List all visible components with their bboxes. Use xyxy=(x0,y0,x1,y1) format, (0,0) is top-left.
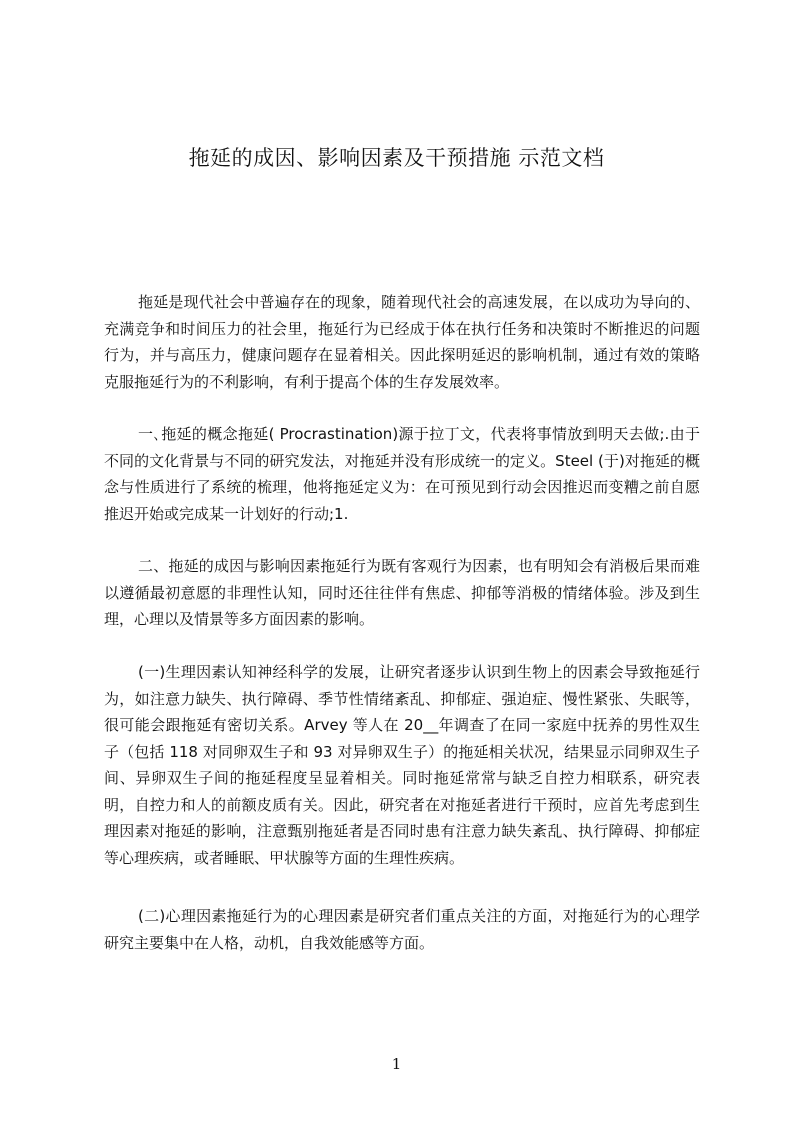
paragraph-causes: 二、拖延的成因与影响因素拖延行为既有客观行为因素，也有明知会有消极后果而难以遵循最初意愿的非理性认知，同时还往往伴有焦虑、抑郁等消极的情绪体验。涉及到生理，心理以及情景等多方面因素的影响。 xyxy=(104,557,700,628)
paragraph-psychological: (二)心理因素拖延行为的心理因素是研究者们重点关注的方面，对拖延行为的心理学研究主要集中在人格，动机，自我效能感等方面。 xyxy=(104,907,700,952)
page-number: 1 xyxy=(391,1055,402,1073)
paragraph-concept: 一､拖延的概念拖延( Procrastination)源于拉丁文，代表将事情放到明天去做;.由于不同的文化背景与不同的研究发法，对拖延并没有形成统一的定义。Steel (于)对拖延的概念与性质进行了系统的梳理，他将拖延定义为：在可预见到行动会因推迟而变糟之前自愿推迟开始或完成某一计划好的行动;1. xyxy=(104,425,700,523)
paragraph-intro: 拖延是现代社会中普遍存在的现象，随着现代社会的高速发展，在以成功为导向的、充满竞争和时间压力的社会里，拖延行为已经成于体在执行任务和决策时不断推迟的问题行为，并与高压力，健康问题存在显着相关。因此探明延迟的影响机制，通过有效的策略克服拖延行为的不利影响，有利于提高个体的生存发展效率。 xyxy=(104,293,700,391)
document-title: 拖延的成因、影响因素及干预措施 示范文档 xyxy=(188,146,605,170)
paragraph-physiological: (一)生理因素认知神经科学的发展，让研究者逐步认识到生物上的因素会导致拖延行为，如注意力缺失、执行障碍、季节性情绪紊乱、抑郁症、强迫症、慢性紧张、失眠等，很可能会跟拖延有密切关系。Arvey 等人在 20__年调查了在同一家庭中抚养的男性双生子（包括 118 对同卵双生子和 93 对异卵双生子）的拖延相关状况，结果显示同卵双生子间、异卵双生子间的拖延程度呈显着相关。同时拖延常常与缺乏自控力相联系，研究表明，自控力和人的前额皮质有关。因此，研究者在对拖延者进行干预时，应首先考虑到生理因素对拖延的影响，注意甄别拖延者是否同时患有注意力缺失紊乱、执行障碍、抑郁症等心理疾病，或者睡眠、甲状腺等方面的生理性疾病。 xyxy=(104,663,700,867)
